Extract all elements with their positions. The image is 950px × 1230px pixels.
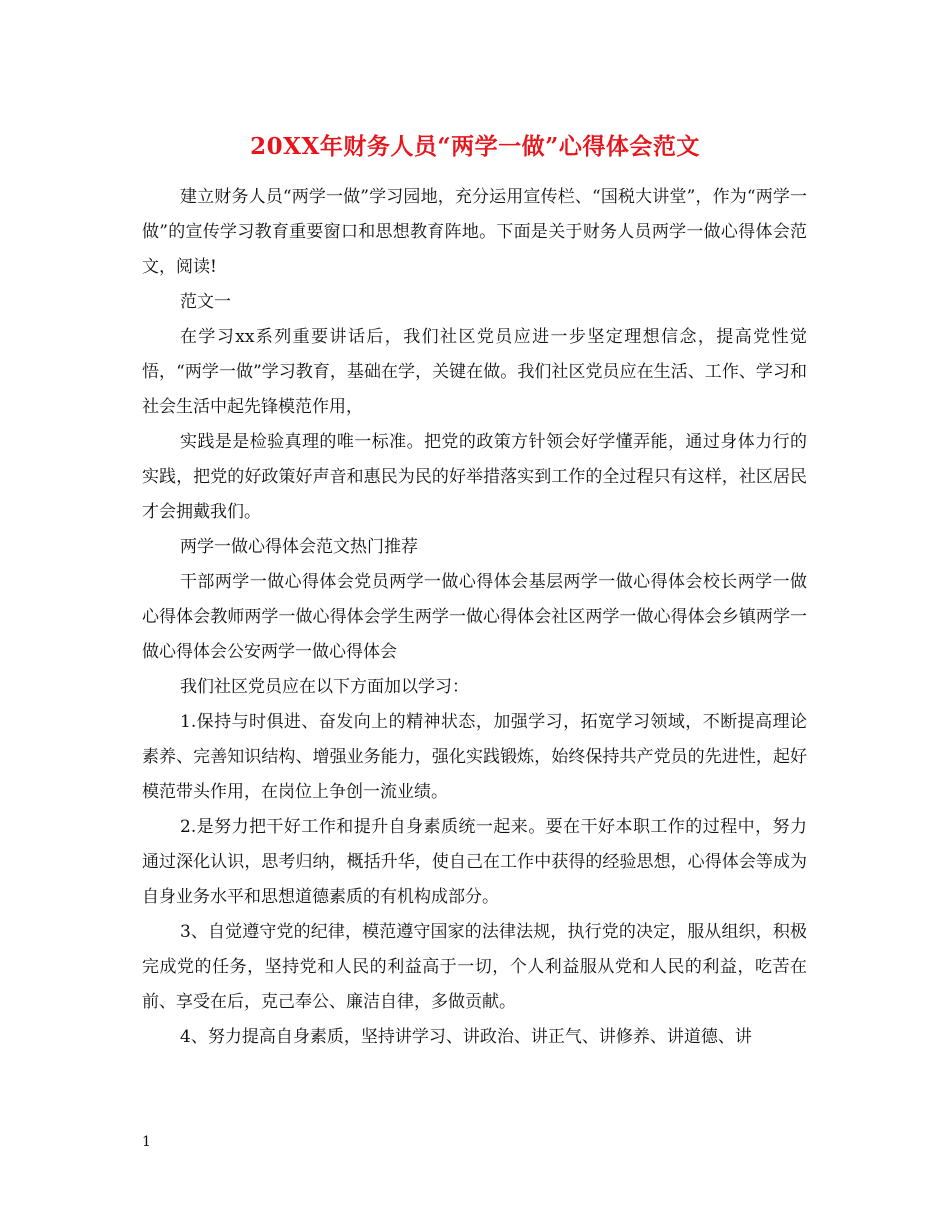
- paragraph-intro: 建立财务人员“两学一做”学习园地，充分运用宣传栏、“国税大讲堂”，作为“两学一做”的宣传学习教育重要窗口和思想教育阵地。下面是关于财务人员两学一做心得体会范文，阅读!: [142, 187, 807, 277]
- paragraph: 我们社区党员应在以下方面加以学习：: [180, 677, 469, 697]
- paragraph-recommend-list: 干部两学一做心得体会党员两学一做心得体会基层两学一做心得体会校长两学一做心得体会教师两学一做心得体会学生两学一做心得体会社区两学一做心得体会乡镇两学一做心得体会公安两学一做心得体会: [142, 572, 807, 662]
- paragraph: 实践是是检验真理的唯一标准。把党的政策方针领会好学懂弄能，通过身体力行的实践，把党的好政策好声音和惠民为民的好举措落实到工作的全过程只有这样，社区居民才会拥戴我们。: [142, 432, 807, 522]
- page-number: 1: [142, 1134, 151, 1150]
- document-body: [142, 180, 807, 1055]
- list-item: 1.保持与时俱进、奋发向上的精神状态，加强学习，拓宽学习领域，不断提高理论素养、完善知识结构、增强业务能力，强化实践锻炼，始终保持共产党员的先进性，起好模范带头作用，在岗位上争创一流业绩。: [142, 712, 807, 802]
- paragraph-recommend-heading: 两学一做心得体会范文热门推荐: [180, 537, 418, 557]
- document-title: 20XX年财务人员“两学一做”心得体会范文: [250, 133, 700, 160]
- paragraph: 在学习xx系列重要讲话后，我们社区党员应进一步坚定理想信念，提高党性觉悟，“两学一做”学习教育，基础在学，关键在做。我们社区党员应在生活、工作、学习和社会生活中起先锋模范作用，: [142, 327, 807, 417]
- list-item: 4、努力提高自身素质，坚持讲学习、讲政治、讲正气、讲修养、讲道德、讲: [180, 1027, 752, 1047]
- list-item: 2.是努力把干好工作和提升自身素质统一起来。要在干好本职工作的过程中，努力通过深化认识，思考归纳，概括升华，使自己在工作中获得的经验思想，心得体会等成为自身业务水平和思想道德素质的有机构成部分。: [142, 817, 807, 907]
- list-item: 3、自觉遵守党的纪律，模范遵守国家的法律法规，执行党的决定，服从组织，积极完成党的任务，坚持党和人民的利益高于一切，个人利益服从党和人民的利益，吃苦在前、享受在后，克己奉公、廉洁自律，多做贡献。: [142, 922, 807, 1012]
- paragraph-sample-heading: 范文一: [180, 292, 231, 312]
